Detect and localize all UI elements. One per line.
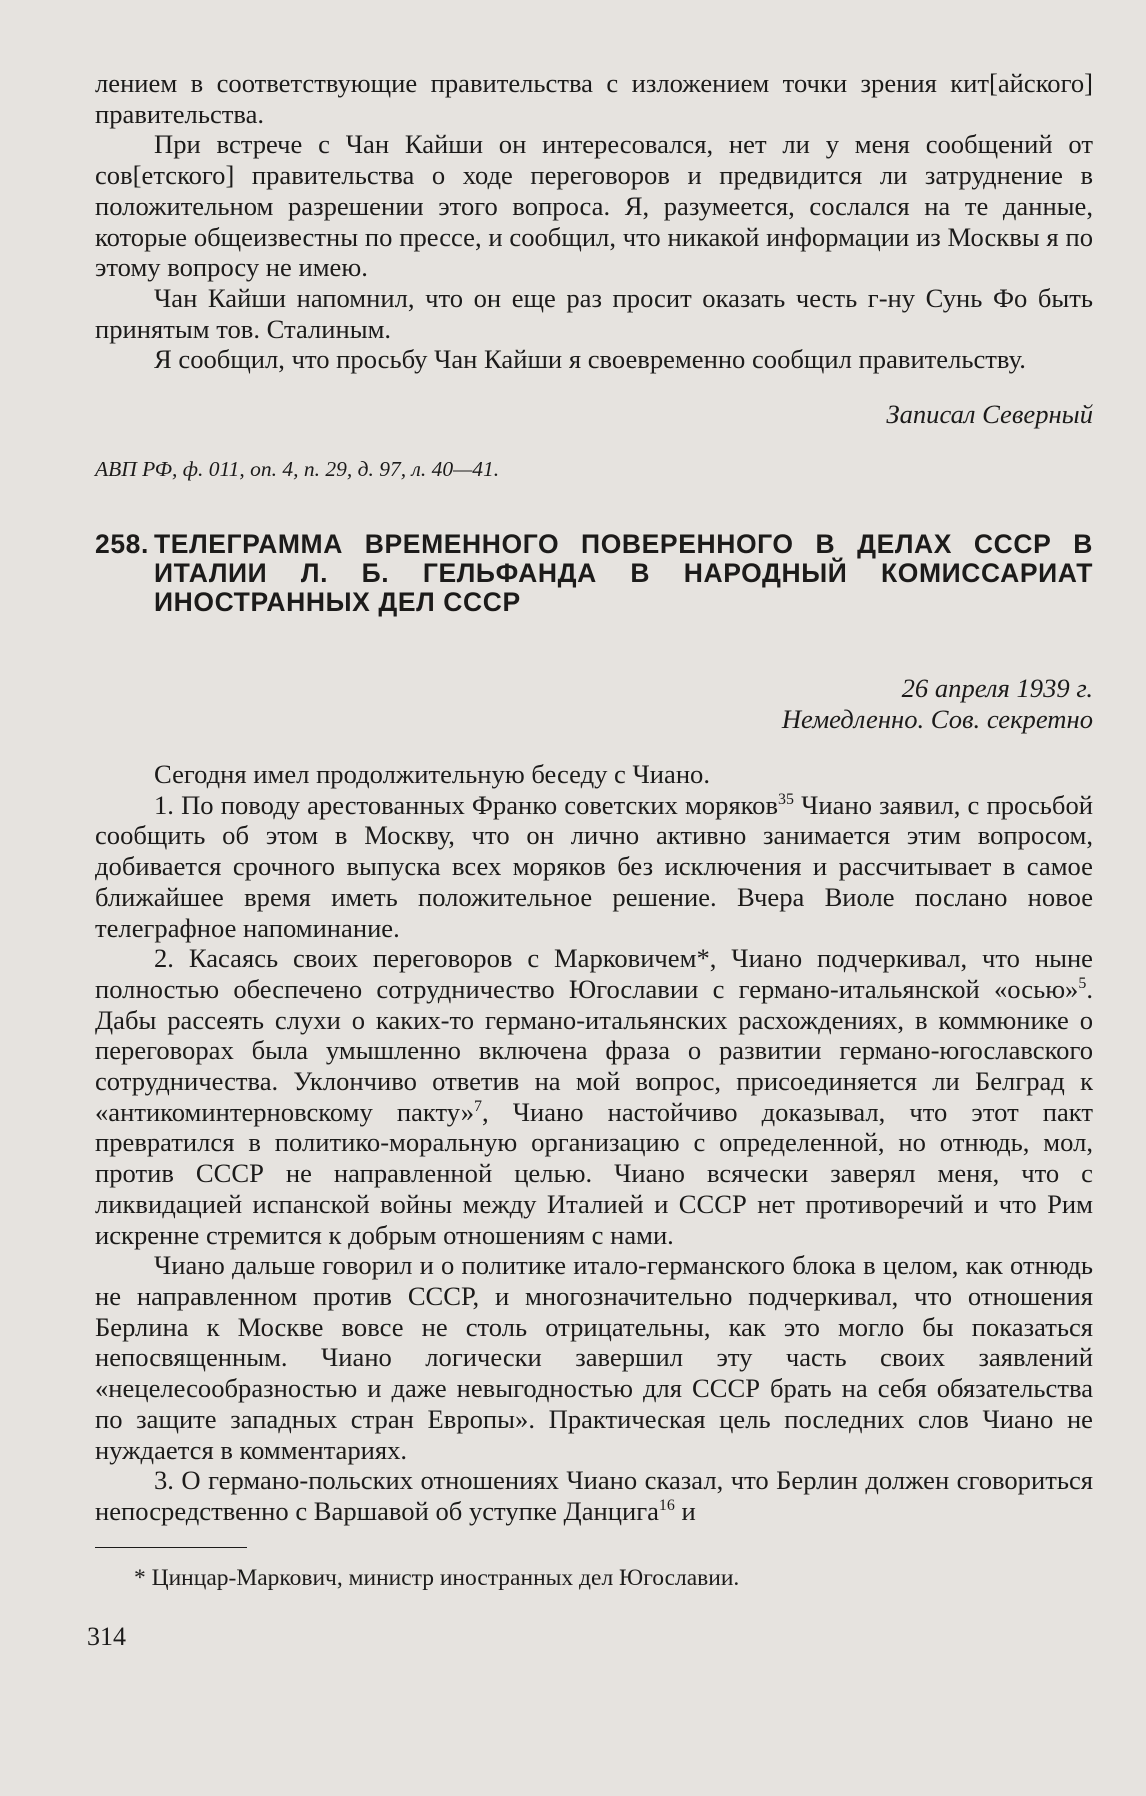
paragraph-yugoslavia: 2. Касаясь своих переговоров с Марковичем*, Чиано подчеркивал, что ныне полностью обеспечено сотрудничество Югославии с германо-итальянской «осью»$^5$. Дабы рассеять слухи о каких-то германо-итальянских расхождениях, в коммюнике о переговорах была умышленно включена фраза о развитии германо-югославского сотрудничества. Уклончиво ответив на мой вопрос, присоединяется ли Белград к «антикоминтерновскому пакту»$^7$, Чиано настойчиво доказывал, что этот пакт превратился в политико-моральную организацию с определенной, но отнюдь, мол, против СССР не направленной целью. Чиано всячески заверял меня, что с ликвидацией испанской войны между Италией и СССР нет противоречий и что Рим искренне стремится к добрым отношениям с нами. bbox=[95, 943, 1093, 1250]
document-date: 26 апреля 1939 г. bbox=[901, 673, 1093, 704]
page-number: 314 bbox=[87, 1621, 126, 1651]
document-number: 258. bbox=[95, 529, 149, 560]
paragraph-meeting: При встрече с Чан Кайши он интересовался, нет ли у меня сообщений от сов[етского] правительства о ходе переговоров и предвидится ли затруднение в положительном разрешении этого вопроса. Я, разумеется, сослался на те данные, которые общеизвестны по прессе, и сообщил, что никакой информации из Москвы я по этому вопросу не имею. bbox=[95, 129, 1093, 283]
document-heading bbox=[95, 530, 1093, 617]
endnote-ref: 16 bbox=[658, 1497, 675, 1515]
telegram-body bbox=[95, 759, 1093, 1527]
paragraph-request: Чан Кайши напомнил, что он еще раз просит оказать честь г-ну Сунь Фо быть принятым тов. Сталиным. bbox=[95, 282, 1093, 344]
document-title: ТЕЛЕГРАММА ВРЕМЕННОГО ПОВЕРЕННОГО В ДЕЛАХ СССР В ИТАЛИИ Л. Б. ГЕЛЬФАНДА В НАРОДНЫЙ КОМИССАРИАТ ИНОСТРАННЫХ ДЕЛ СССР bbox=[154, 529, 1093, 618]
endnote-ref: 7 bbox=[474, 1097, 482, 1115]
signature: Записал Северный bbox=[886, 399, 1093, 430]
paragraph-report: Я сообщил, что просьбу Чан Кайши я своевременно сообщил правительству. bbox=[154, 344, 1026, 375]
paragraph-axis-policy: Чиано дальше говорил и о политике итало-германского блока в целом, как отнюдь не направленном против СССР, и многозначительно подчеркивал, что отношения Берлина к Москве вовсе не столь отрицательны, как это могло бы показаться непосвященным. Чиано логически завершил эту часть своих заявлений «нецелесообразностью и даже невыгодностью для СССР брать на себя обязательства по защите западных стран Европы». Практическая цель последних слов Чиано не нуждается в комментариях. bbox=[95, 1250, 1093, 1465]
continuation-paragraph: лением в соответствующие правительства с изложением точки зрения кит[айского] правительства. bbox=[95, 68, 1093, 129]
classification: Немедленно. Сов. секретно bbox=[781, 704, 1093, 735]
endnote-ref: 35 bbox=[778, 790, 794, 808]
paragraph-poland: 3. О германо-польских отношениях Чиано сказал, что Берлин должен сговориться непосредственно с Варшавой об уступке Данцига$^{16}$ и bbox=[95, 1465, 1093, 1526]
paragraph-intro: Сегодня имел продолжительную беседу с Чиано. bbox=[154, 759, 711, 790]
archive-reference: АВП РФ, ф. 011, оп. 4, п. 29, д. 97, л. 40—41. bbox=[95, 457, 500, 482]
page-content bbox=[87, 68, 1093, 1652]
endnote-ref: 5 bbox=[1078, 975, 1087, 993]
footnote: * Цинцар-Маркович, министр иностранных дел Югославии. bbox=[134, 1564, 740, 1591]
footnote-divider bbox=[95, 1547, 247, 1548]
paragraph-sailors: 1. По поводу арестованных Франко советских моряков$^{35}$ Чиано заявил, с просьбой сообщить об этом в Москву, что он лично активно занимается этим вопросом, добивается срочного выпуска всех моряков без исключения и рассчитывает в самое ближайшее время иметь положительное решение. Вчера Виоле послано новое телеграфное напоминание. bbox=[95, 789, 1093, 943]
dateline bbox=[95, 673, 1093, 735]
